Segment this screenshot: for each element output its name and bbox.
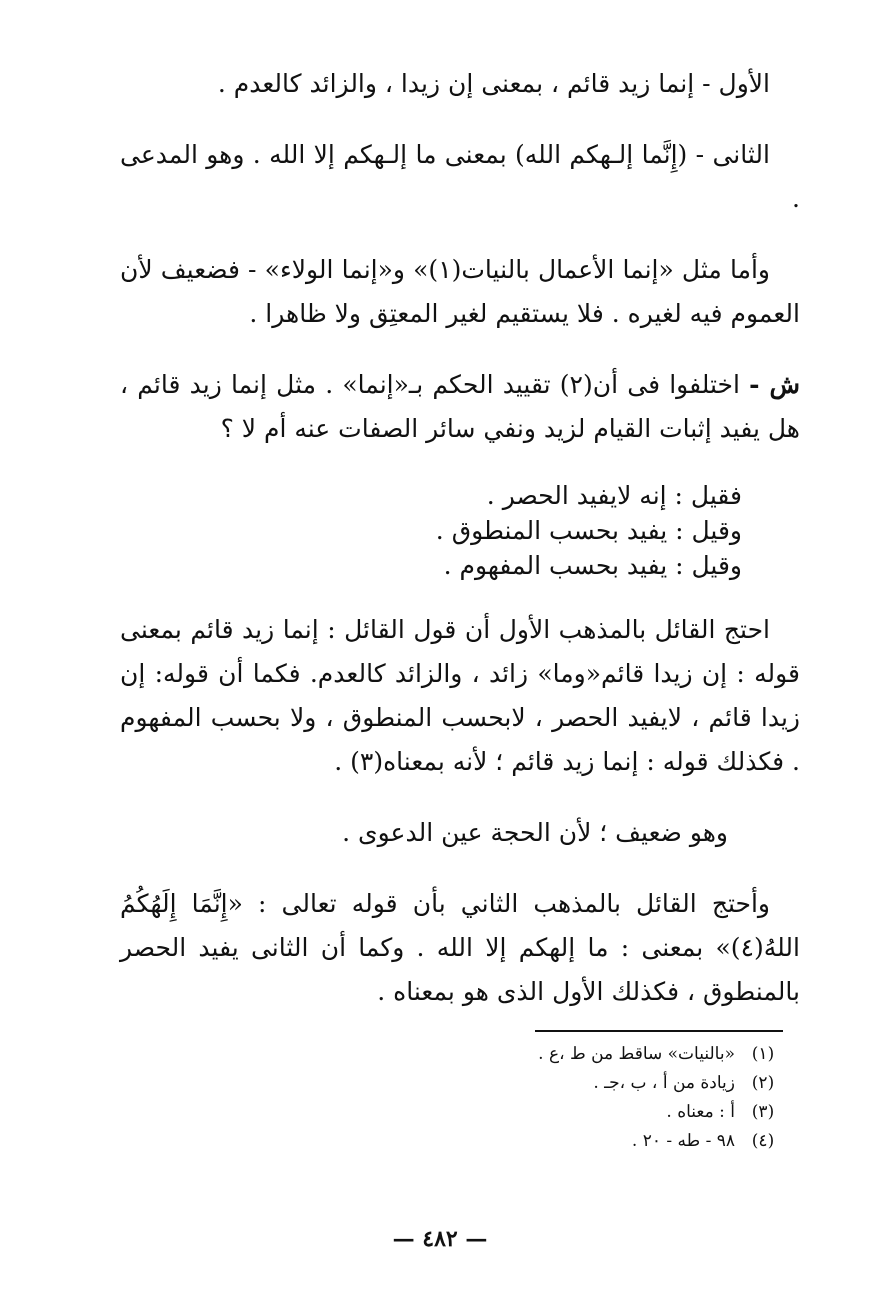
footnote-number: (٣)	[751, 1102, 775, 1122]
footnotes	[440, 1040, 785, 1156]
opinions-list	[120, 478, 800, 583]
paragraph-4-text: اختلفوا فى أن(٢) تقييد الحكم بـ«إنما» . مثل إنما زيد قائم ، هل يفيد إثبات القيام لزيد ونفي سائر الصفات عنه أم لا ؟	[120, 370, 800, 443]
paragraph-2: الثانى - (إِنَّما إلـهكم الله) بمعنى ما إلـهكم إلا الله . وهو المدعى .	[120, 140, 800, 213]
footnote-1	[440, 1040, 785, 1069]
footnote-number: (١)	[751, 1044, 775, 1064]
paragraph-6: وهو ضعيف ؛ لأن الحجة عين الدعوى .	[342, 818, 728, 847]
footnote-text: ٩٨ - طه - ٢٠ .	[631, 1131, 735, 1151]
main-text	[120, 62, 800, 1041]
footnote-4	[440, 1127, 785, 1156]
footnote-number: (٤)	[751, 1131, 775, 1151]
page-number: — ٤٨٢ —	[392, 1226, 488, 1252]
footnote-divider	[535, 1030, 783, 1032]
paragraph-1: الأول - إنما زيد قائم ، بمعنى إن زيدا ، والزائد كالعدم .	[217, 69, 770, 98]
paragraph-3: وأما مثل «إنما الأعمال بالنيات(١)» و«إنما الولاء» - فضعيف لأن العموم فيه لغيره . فلا يستقيم لغير المعتِق ولا ظاهرا .	[120, 255, 800, 328]
footnote-3	[440, 1098, 785, 1127]
footnote-text: زيادة من أ ، ب ،جـ .	[593, 1073, 735, 1093]
opinion-2: وقيل : يفيد بحسب المنطوق .	[435, 516, 742, 545]
footnote-2	[440, 1069, 785, 1098]
paragraph-5: احتج القائل بالمذهب الأول أن قول القائل : إنما زيد قائم بمعنى قوله : إن زيدا قائم«وما» زائد ، والزائد كالعدم. فكما أن قوله: إن زيدا قائم ، لايفيد الحصر ، لابحسب المنطوق ، ولا بحسب المفهوم . فكذلك قوله : إنما زيد قائم ؛ لأنه بمعناه(٣) .	[120, 615, 800, 776]
opinion-1: فقيل : إنه لايفيد الحصر .	[486, 481, 742, 510]
paragraph-4	[120, 363, 800, 451]
commentary-marker: ش -	[749, 370, 800, 399]
footnote-number: (٢)	[751, 1073, 775, 1093]
opinion-3: وقيل : يفيد بحسب المفهوم .	[443, 551, 742, 580]
footnote-text: «بالنيات» ساقط من ط ،ع .	[538, 1044, 735, 1064]
paragraph-7: وأحتج القائل بالمذهب الثاني بأن قوله تعالى : «إِنَّمَا إِلَهُكُمُ اللهُ(٤)» بمعنى : ما إلهكم إلا الله . وكما أن الثانى يفيد الحصر بالمنطوق ، فكذلك الأول الذى هو بمعناه .	[120, 889, 800, 1006]
footnote-text: أ : معناه .	[666, 1102, 735, 1122]
